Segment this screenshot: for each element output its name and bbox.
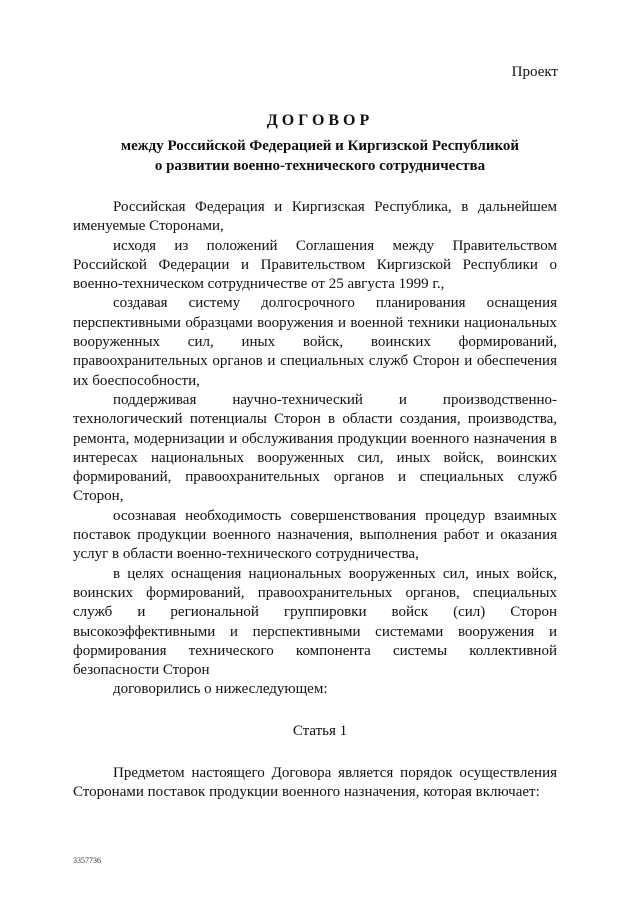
article-body [73,764,557,803]
subtitle-line: о развитии военно-технического сотрудничества [154,158,486,174]
preamble-paragraph: создавая систему долгосрочного планирования оснащения перспективными образцами вооружения и военной техники национальных вооруженных сил, иных войск, воинских формирований, правоохранительных органов и специальных служб Сторон и обеспечения их боеспособности, [73,295,557,389]
article-heading: Статья 1 [292,723,348,739]
subtitle-line: между Российской Федерацией и Киргизской Республикой [120,138,520,154]
preamble-paragraph: исходя из положений Соглашения между Правительством Российской Федерации и Правительством Киргизской Республики о военно-техническом сотрудничестве от 25 августа 1999 г., [73,237,557,293]
document-title: ДОГОВОР [266,112,374,129]
document-subtitle [0,136,640,176]
preamble-paragraph: договорились о нижеследующем: [113,681,328,698]
article-paragraph: Предметом настоящего Договора является порядок осуществления Сторонами поставок продукции военного назначения, которая включает: [73,765,557,801]
preamble-paragraph: в целях оснащения национальных вооруженных сил, иных войск, воинских формирований, правоохранительных органов, специальных служб и региональной группировки войск (сил) Сторон высокоэффективными и перспективными системами вооружения и формирования технического компонента системы коллективной безопасности Сторон [73,565,557,679]
preamble-paragraph: поддерживая научно-технический и производственно-технологический потенциалы Сторон в области создания, производства, ремонта, модернизации и обслуживания продукции военного назначения в интересах национальных вооруженных сил, иных войск, воинских формирований, правоохранительных органов и специальных служб Сторон, [73,391,557,505]
preamble-paragraph: Российская Федерация и Киргизская Республика, в дальнейшем именуемые Сторонами, [73,199,557,235]
preamble-paragraph: осознавая необходимость совершенствования процедур взаимных поставок продукции военного назначения, выполнения работ и оказания услуг в области военно-технического сотрудничества, [73,507,557,563]
document-status: Проект [511,64,558,80]
preamble [73,198,557,700]
footer-code: 3357736 [73,856,101,865]
